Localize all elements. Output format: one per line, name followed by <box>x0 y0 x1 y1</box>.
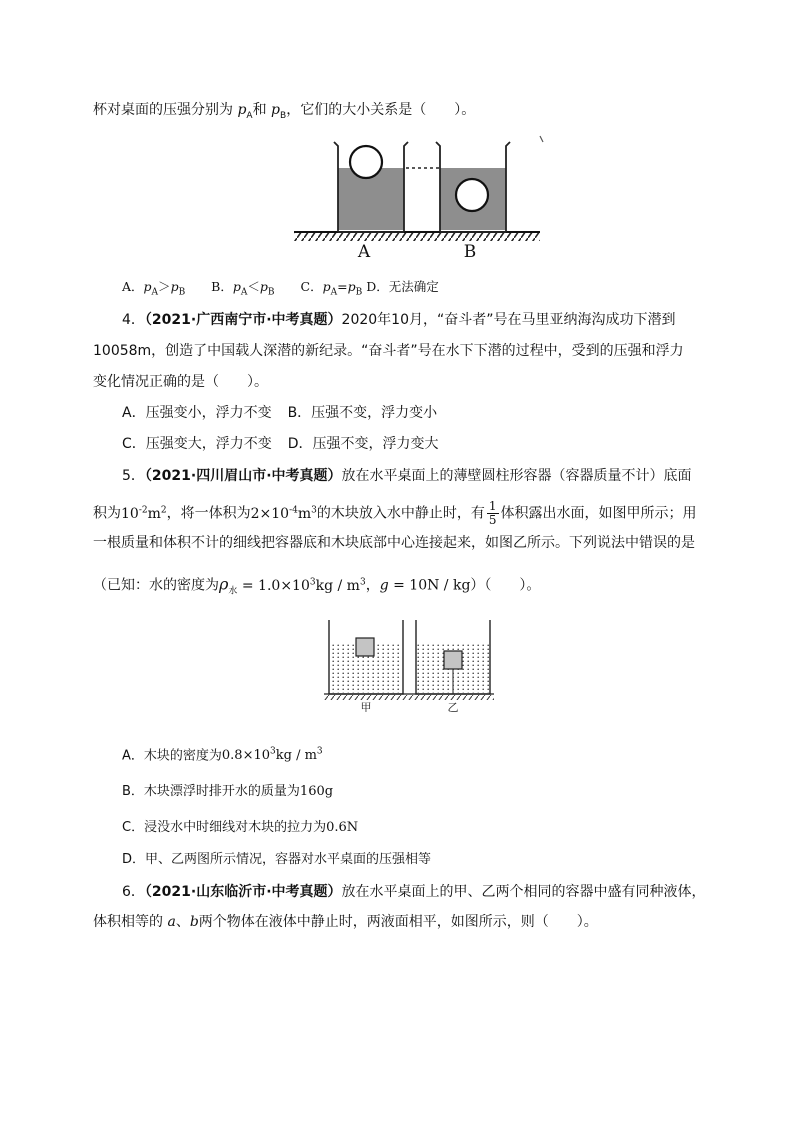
q5-line-3: 一根质量和体积不计的细线把容器底和木块底部中心连接起来，如图乙所示。下列说法中错误的是 <box>93 535 695 551</box>
q3-option-a[interactable]: A．$p_A>p_B$ <box>122 279 186 298</box>
q6-source: （2021·山东临沂市·中考真题） <box>144 884 342 900</box>
block-yi <box>444 651 462 669</box>
q5-option-a[interactable]: A．木块的密度为$0.8\times 10^3kg / m^3$ <box>122 747 323 764</box>
label-a: A <box>357 242 371 262</box>
q4-source: （2021·广西南宁市·中考真题） <box>144 312 342 328</box>
q4-option-a[interactable]: A．压强变小，浮力不变 <box>122 405 272 421</box>
q5-line-1: 5．（2021·四川眉山市·中考真题）放在水平桌面上的薄壁圆柱形容器（容器质量不计）底面 <box>122 468 692 484</box>
q3-options <box>122 278 439 302</box>
q6-line-1: 6．（2021·山东临沂市·中考真题）放在水平桌面上的甲、乙两个相同的容器中盛有同种液体， <box>122 884 706 900</box>
ball-b <box>456 179 488 211</box>
q4-option-b[interactable]: B．压强不变，浮力变小 <box>287 405 438 421</box>
q3-option-d[interactable]: D．无法确定 <box>366 279 439 294</box>
container-figure <box>322 616 498 712</box>
q4-option-c[interactable]: C．压强变大，浮力不变 <box>122 436 272 452</box>
fraction-one-fifth: $\frac{1}{5}$ <box>488 499 497 528</box>
q5-option-d[interactable]: D．甲、乙两图所示情况，容器对水平桌面的压强相等 <box>122 852 432 867</box>
q4-line-1: 4．（2021·广西南宁市·中考真题）2020年10月，“奋斗者”号在马里亚纳海沟成功下潜到 <box>122 312 676 328</box>
q3-stem: 杯对桌面的压强分别为 $p_A$和 $p_B$，它们的大小关系是（ ）。 <box>93 102 476 121</box>
block-jia <box>356 638 374 656</box>
q5-source: （2021·四川眉山市·中考真题） <box>144 468 342 484</box>
table-hatch <box>294 233 540 241</box>
q4-option-d[interactable]: D．压强不变，浮力变大 <box>287 436 439 452</box>
label-jia: 甲 <box>360 701 372 712</box>
q5-line-2: 积为$10^{-2}m^2$，将一体积为$2\times 10^{-4}m^3$的木块放入水中静止时，有 $\frac{1}{5}$ 体积露出水面，如图甲所示；用 <box>93 499 697 528</box>
q4-line-2: 10058m，创造了中国载人深潜的新纪录。“奋斗者”号在水下下潜的过程中，受到的压强和浮力 <box>93 343 684 359</box>
q3-option-c[interactable]: C．$p_A=p_B$ <box>300 279 363 298</box>
q5-option-b[interactable]: B．木块漂浮时排开水的质量为160g <box>122 784 334 799</box>
q4-options-row-1 <box>122 403 437 423</box>
label-b: B <box>463 242 477 262</box>
q5-line-4: （已知：水的密度为$\rho_水 = 1.0\times 10^3kg / m^3$，g = 10N / kg）（ ）。 <box>93 574 541 597</box>
ground-hatch <box>324 695 494 700</box>
ball-a <box>350 146 382 178</box>
q6-line-2: 体积相等的 a、b两个物体在液体中静止时，两液面相平，如图所示，则（ ）。 <box>93 914 598 930</box>
q3-option-b[interactable]: B．$p_A<p_B$ <box>211 279 275 298</box>
beaker-figure <box>290 128 550 262</box>
q4-options-row-2 <box>122 434 439 454</box>
q5-option-c[interactable]: C．浸没水中时细线对木块的拉力为0.6N <box>122 820 359 835</box>
label-yi: 乙 <box>447 701 459 712</box>
q4-line-3: 变化情况正确的是（ ）。 <box>93 374 268 390</box>
